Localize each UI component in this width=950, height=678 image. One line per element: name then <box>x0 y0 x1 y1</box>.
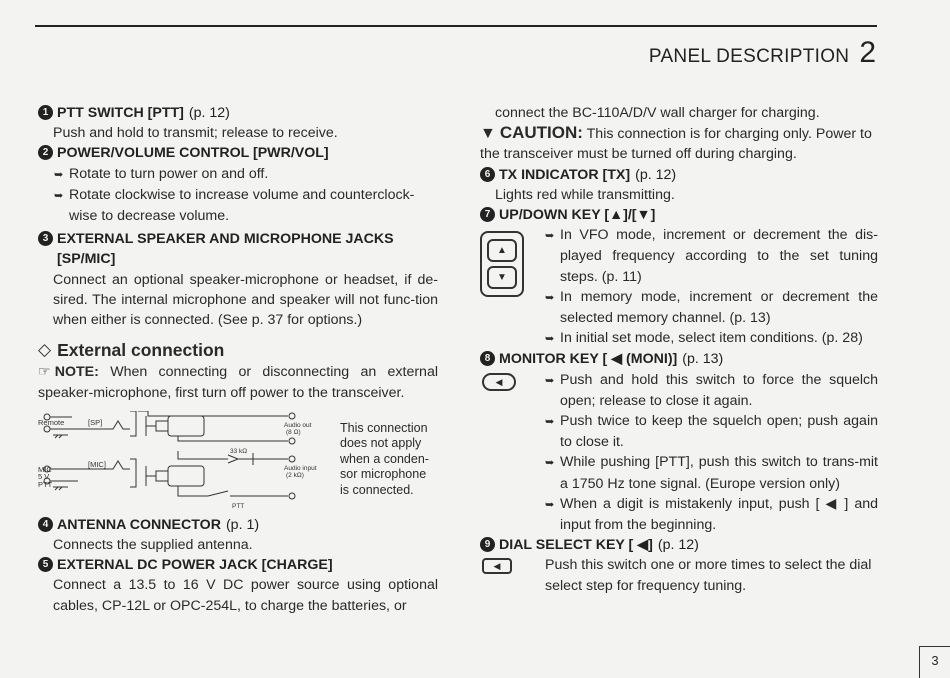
bullet-item: ➥ Rotate clockwise to increase volume and counterclock-wise to decrease volume. <box>54 185 438 226</box>
33k-label: 33 kΩ <box>230 447 248 455</box>
diamond-icon: ◇ <box>38 340 52 360</box>
bullet-item: ➥ In VFO mode, increment or decrement the dis-played frequency according to the set tuning steps. (p. 11) <box>545 225 878 287</box>
section-number-badge: 5 <box>38 557 53 572</box>
section-title: POWER/VOLUME CONTROL [PWR/VOL] <box>57 145 329 162</box>
section-title: UP/DOWN KEY [▲]/[▼] <box>499 207 656 224</box>
bullet-item: ➥ In memory mode, increment or decrement the selected memory channel. (p. 13) <box>545 287 878 328</box>
bullet-item: ➥ In initial set mode, select item conditions. (p. 28) <box>545 328 878 349</box>
jack-wiring-schematic <box>38 411 338 511</box>
mic-label: MIC <box>38 464 52 474</box>
bullet-item: ➥ When a digit is mistakenly input, push [ ◀ ] and input from the beginning. <box>545 494 878 535</box>
section-antenna-heading <box>38 515 438 535</box>
header-title: PANEL DESCRIPTION <box>648 46 850 67</box>
note-block <box>38 362 438 402</box>
5v-label: 5 V <box>38 471 50 481</box>
remote-label: Remote <box>38 417 65 427</box>
bullet-item: ➥ Rotate to turn power on and off. <box>54 164 438 185</box>
section-body: Push this switch one or more times to select the dial select step for frequency tuning. <box>545 557 872 594</box>
bullet-item: ➥ Push twice to keep the squelch open; push again to close it. <box>545 411 878 452</box>
section-updown-heading <box>480 205 878 225</box>
updown-key-icon <box>480 231 524 297</box>
audio-input-label: Audio input <box>284 464 317 472</box>
page-ref: (p. 1) <box>225 516 260 533</box>
section-tx-heading <box>480 165 878 185</box>
section-spmic-heading <box>38 229 438 269</box>
section-dial-heading <box>480 535 878 555</box>
section-body: Push and hold to transmit; release to receive. <box>53 125 338 142</box>
bullet-item: ➥ Push and hold this switch to force the squelch open; release to close it again. <box>545 370 878 411</box>
section-number-badge: 4 <box>38 517 53 532</box>
pointing-hand-icon: ☞ <box>38 364 51 381</box>
page-number: 3 <box>919 646 950 678</box>
page-ref: (p. 12) <box>188 105 230 121</box>
dial-key-row <box>480 555 878 595</box>
diagram-note: This connection does not apply when a conden-sor microphone is connected. <box>340 420 429 497</box>
section-ptt-heading <box>38 103 438 123</box>
mic-bracket-label: [MIC] <box>88 459 106 469</box>
section-title: TX INDICATOR [TX] <box>499 166 631 183</box>
updown-key-row <box>480 225 878 349</box>
section-number-badge: 6 <box>480 167 495 182</box>
section-body: Connect an optional speaker-microphone or headset, if de-sired. The internal microphone and speaker will not func-tion when either is connected. (See p. 37 for options.) <box>53 271 438 329</box>
section-title: EXTERNAL SPEAKER AND MICROPHONE JACKS [SP/MIC] <box>57 231 394 268</box>
section-body: Lights red while transmitting. <box>495 186 675 203</box>
note-text: When connecting or disconnecting an external speaker-microphone, first turn off power to the transceiver. <box>38 364 438 401</box>
caution-block <box>480 123 878 164</box>
page-ref: (p. 13) <box>682 351 724 368</box>
caution-label: CAUTION: <box>499 123 583 143</box>
section-title: DIAL SELECT KEY [ ◀] <box>499 537 653 554</box>
section-title: EXTERNAL DC POWER JACK [CHARGE] <box>57 557 333 574</box>
section-body: Connects the supplied antenna. <box>53 537 253 554</box>
ohm-label: (8 Ω) <box>286 428 301 436</box>
section-number-badge: 9 <box>480 537 495 552</box>
up-arrow-icon: ▲ <box>487 239 517 262</box>
caution-icon: ▼ <box>480 125 496 143</box>
section-body: Connect a 13.5 to 16 V DC power source using optional cables, CP-12L or OPC-254L, to charge the batteries, or <box>53 577 438 614</box>
section-number-badge: 8 <box>480 351 495 366</box>
audio-out-label: Audio out <box>284 421 312 429</box>
continued-text: connect the BC-110A/D/V wall charger for charging. <box>495 105 820 121</box>
note-label: NOTE: <box>54 364 99 381</box>
subsection-title: External connection <box>57 340 225 361</box>
down-arrow-icon: ▼ <box>487 266 517 289</box>
section-title: ANTENNA CONNECTOR <box>57 516 221 533</box>
section-number-badge: 2 <box>38 145 53 160</box>
page-header <box>649 36 876 70</box>
section-title: PTT SWITCH [PTT] <box>57 105 184 121</box>
section-number-badge: 7 <box>480 207 495 222</box>
sp-label: [SP] <box>88 417 103 427</box>
section-number-badge: 1 <box>38 105 53 120</box>
section-number-badge: 3 <box>38 231 53 246</box>
monitor-key-row <box>480 370 878 536</box>
external-connection-heading <box>38 340 438 360</box>
chapter-number: 2 <box>859 36 876 69</box>
right-column <box>480 103 878 596</box>
monitor-key-icon: ◀ <box>482 373 516 391</box>
section-pwr-heading <box>38 143 438 163</box>
ptt-switch-label: PTT <box>232 502 245 510</box>
dial-key-icon: ◀ <box>482 558 512 574</box>
section-monitor-heading <box>480 349 878 369</box>
top-rule <box>35 25 877 27</box>
bullet-item: ➥ While pushing [PTT], push this switch to trans-mit a 1750 Hz tone signal. (Europe version only) <box>545 452 878 493</box>
section-title: MONITOR KEY [ ◀ (MONI)] <box>499 351 678 368</box>
wiring-diagram <box>38 411 438 511</box>
2k-label: (2 kΩ) <box>286 471 304 479</box>
section-charge-heading <box>38 555 438 575</box>
ptt-label: PTT <box>38 479 53 489</box>
page-ref: (p. 12) <box>635 166 677 183</box>
caution-text: This connection is for charging only. Power to the transceiver must be turned off during charging. <box>480 126 872 163</box>
page-ref: (p. 12) <box>657 537 699 554</box>
left-column <box>38 103 438 616</box>
